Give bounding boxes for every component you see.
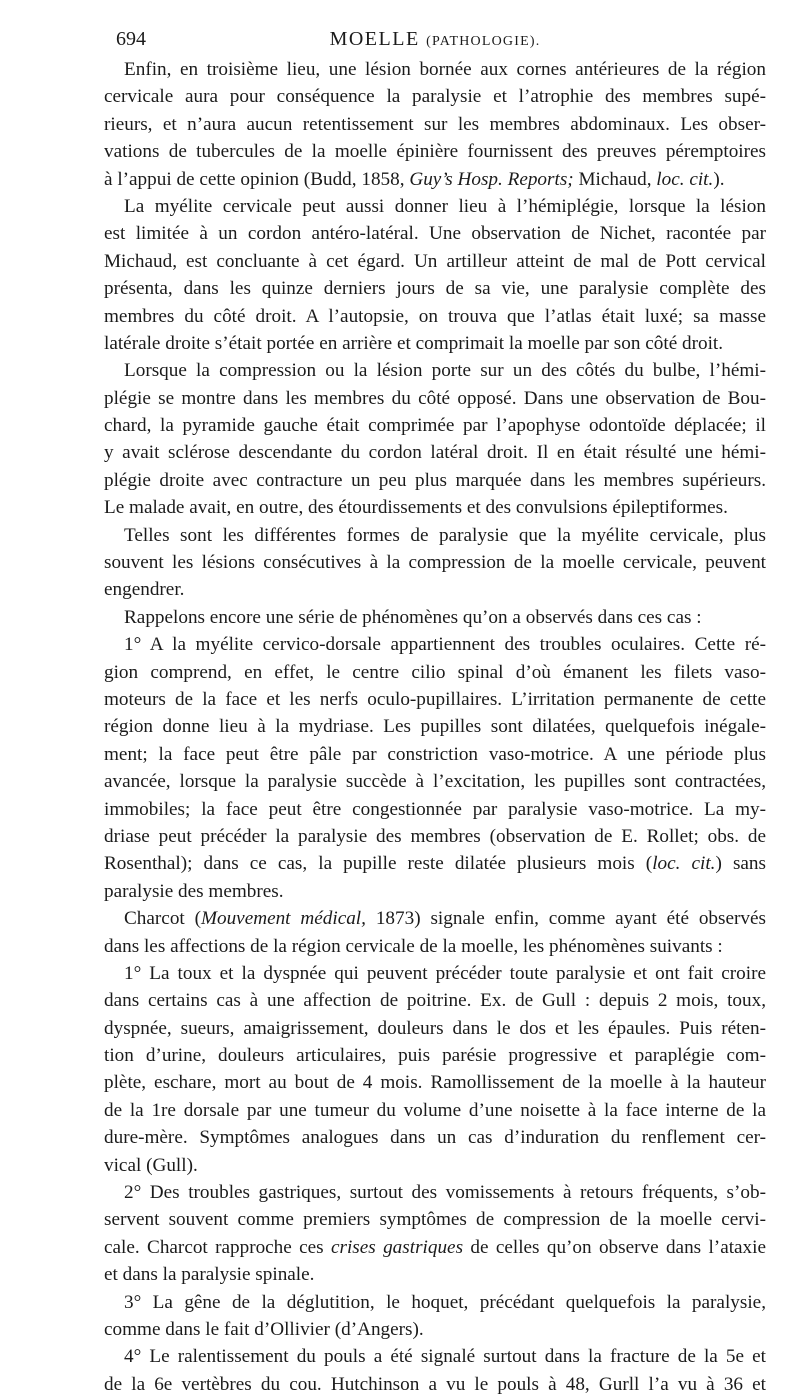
text-line: cervicale aura pour conséquence la paralysie et l’atrophie des membres supé-	[104, 86, 766, 108]
text-line: vations de tubercules de la moelle épinière fournissent des preuves péremptoires	[104, 141, 766, 163]
text-line: latérale droite s’était portée en arrière et comprimait la moelle par son côté droit.	[104, 332, 724, 354]
text-line: engendrer.	[104, 579, 185, 601]
text-line: vical (Gull).	[104, 1154, 198, 1176]
text-line: 2° Des troubles gastriques, surtout des vomissements à retours fréquents, s’ob-	[124, 1182, 766, 1204]
text-line: Enfin, en troisième lieu, une lésion bornée aux cornes antérieures de la région	[124, 59, 766, 80]
text-line: plégie droite avec contracture un peu plus marquée dans les membres supérieurs.	[104, 469, 766, 491]
text-line: Michaud, est concluante à cet égard. Un artilleur atteint de mal de Pott cervical	[104, 250, 766, 272]
text-line: dyspnée, sueurs, amaigrissement, douleurs dans le dos et les épaules. Puis réten-	[104, 1017, 766, 1039]
text-line: Charcot (Mouvement médical, 1873) signale enfin, comme ayant été observés	[124, 908, 766, 930]
text-line: gion comprend, en effet, le centre cilio spinal d’où émanent les filets vaso-	[104, 661, 766, 683]
text-line: Telles sont les différentes formes de paralysie que la myélite cervicale, plus	[124, 524, 766, 546]
text-line: à l’appui de cette opinion (Budd, 1858, Guy’s Hosp. Reports; Michaud, loc. cit.).	[104, 168, 725, 190]
text-line: membres du côté droit. A l’autopsie, on trouva que l’atlas était luxé; sa masse	[104, 305, 766, 327]
text-line: souvent les lésions consécutives à la compression de la moelle cervicale, peuvent	[104, 552, 766, 574]
text-line: ment; la face peut être pâle par constriction vaso-motrice. A une période plus	[104, 743, 766, 765]
running-head	[104, 22, 766, 56]
text-line: tion d’urine, douleurs articulaires, puis parésie progressive et paraplégie com-	[104, 1045, 766, 1067]
text-line: Rappelons encore une série de phénomènes qu’on a observés dans ces cas :	[124, 606, 702, 628]
text-line: et dans la paralysie spinale.	[104, 1264, 315, 1286]
text-line: rieurs, et n’aura aucun retentissement sur les membres abdominaux. Les obser-	[104, 113, 766, 135]
text-line: chard, la pyramide gauche était comprimée par l’apophyse odontoïde déplacée; il	[104, 415, 766, 437]
text-line: région donne lieu à la mydriase. Les pupilles sont dilatées, quelquefois inégale-	[104, 716, 766, 738]
page	[104, 22, 766, 1398]
text-line: avancée, lorsque la paralysie succède à l’excitation, les pupilles sont contractées,	[104, 771, 766, 793]
text-line: 1° La toux et la dyspnée qui peuvent précéder toute paralysie et ont fait croire	[124, 962, 766, 984]
text-line: dans les affections de la région cervicale de la moelle, les phénomènes suivants :	[104, 935, 723, 957]
text-line: 1° A la myélite cervico-dorsale appartiennent des troubles oculaires. Cette ré-	[124, 634, 766, 656]
text-line: paralysie des membres.	[104, 880, 284, 902]
text-line: driase peut précéder la paralysie des membres (observation de E. Rollet; obs. de	[104, 825, 766, 847]
text-line: dure-mère. Symptômes analogues dans un cas d’induration du renflement cer-	[104, 1127, 766, 1149]
text-line: 3° La gêne de la déglutition, le hoquet, précédant quelquefois la paralysie,	[124, 1291, 766, 1313]
text-line: y avait sclérose descendante du cordon latéral droit. Il en était résulté une hémi-	[104, 442, 766, 464]
text-line: 4° Le ralentissement du pouls a été signalé surtout dans la fracture de la 5e et	[124, 1346, 766, 1368]
text-line: comme dans le fait d’Ollivier (d’Angers).	[104, 1318, 424, 1340]
running-title-sub: (PATHOLOGIE).	[426, 34, 541, 49]
text-line: plégie se montre dans les membres du côté opposé. Dans une observation de Bou-	[104, 387, 766, 409]
text-line: plète, eschare, mort au bout de 4 mois. Ramollissement de la moelle à la hauteur	[104, 1072, 766, 1094]
text-line: moteurs de la face et les nerfs oculo-pupillaires. L’irritation permanente de cette	[104, 688, 766, 710]
text-line: immobiles; la face peut être congestionnée par paralysie vaso-motrice. La my-	[104, 798, 766, 820]
text-line: Le malade avait, en outre, des étourdissements et des convulsions épileptiformes.	[104, 497, 728, 519]
text-line: cale. Charcot rapproche ces crises gastriques de celles qu’on observe dans l’ataxie	[104, 1236, 767, 1258]
text-line: servent souvent comme premiers symptômes de compression de la moelle cervi-	[104, 1209, 766, 1231]
page-number: 694	[116, 28, 146, 50]
text-line: La myélite cervicale peut aussi donner lieu à l’hémiplégie, lorsque la lésion	[124, 195, 766, 217]
body-text	[104, 56, 766, 1398]
text-line: présenta, dans les quinze derniers jours de sa vie, une paralysie complète des	[104, 278, 766, 300]
running-title	[104, 28, 766, 51]
text-line: Lorsque la compression ou la lésion porte sur un des côtés du bulbe, l’hémi-	[124, 360, 766, 382]
text-line: de la 1re dorsale par une tumeur du volume d’une noisette à la face interne de la	[104, 1099, 766, 1121]
running-title-main: MOELLE	[329, 28, 420, 50]
text-line: Rosenthal); dans ce cas, la pupille reste dilatée plusieurs mois (loc. cit.) sans	[104, 853, 766, 875]
text-line: de la 6e vertèbres du cou. Hutchinson a vu le pouls à 48, Gurll l’a vu à 36 et	[104, 1373, 766, 1395]
text-line: dans certains cas à une affection de poitrine. Ex. de Gull : depuis 2 mois, toux,	[104, 990, 766, 1012]
text-line: est limitée à un cordon antéro-latéral. Une observation de Nichet, racontée par	[104, 223, 766, 245]
